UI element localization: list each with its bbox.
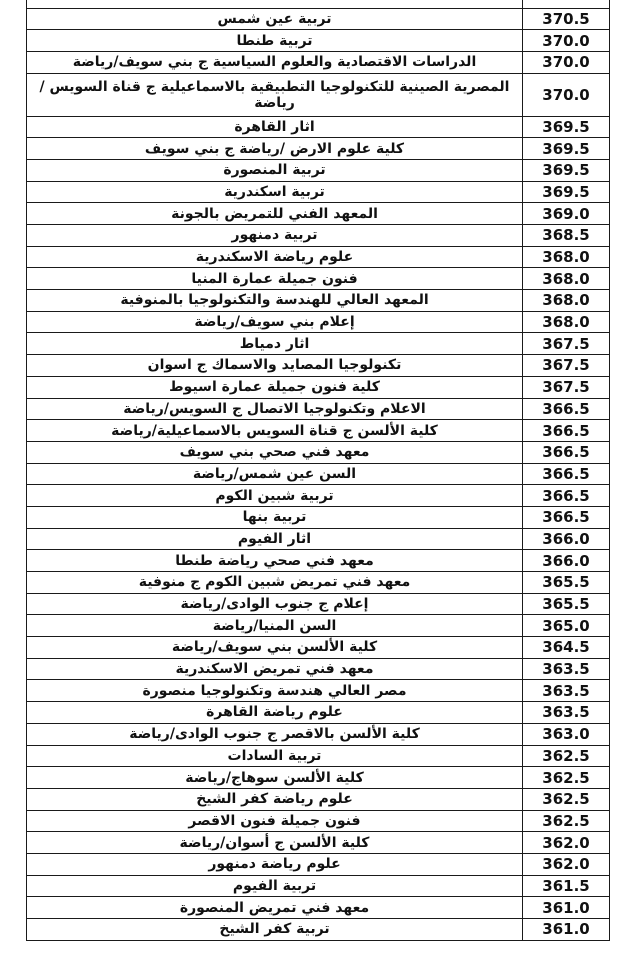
table-row (27, 398, 610, 420)
table-row (27, 311, 610, 333)
table-row (27, 875, 610, 897)
faculty-name-cell: اثار القاهرة (27, 116, 523, 138)
score-cell: 363.5 (523, 680, 610, 702)
table-row (27, 702, 610, 724)
faculty-name-cell: فنون جميلة عمارة المنيا (27, 268, 523, 290)
faculty-name-cell: علوم رياضة القاهرة (27, 702, 523, 724)
table-row (27, 441, 610, 463)
table-row (27, 51, 610, 73)
score-cell: 369.5 (523, 181, 610, 203)
faculty-name-cell: الدراسات الاقتصادية والعلوم السياسية ج بني سويف/رياضة (27, 51, 523, 73)
score-table (26, 0, 610, 941)
faculty-name-cell: كلية الألسن بني سويف/رياضة (27, 637, 523, 659)
faculty-name-cell: المعهد العالي للهندسة والتكنولوجيا بالمنوفية (27, 290, 523, 312)
faculty-name-cell: علوم رياضة الاسكندرية (27, 246, 523, 268)
table-row (27, 290, 610, 312)
faculty-name-cell: اثار دمياط (27, 333, 523, 355)
score-cell: 362.5 (523, 810, 610, 832)
table-row (27, 832, 610, 854)
score-cell: 370.5 (523, 8, 610, 30)
score-cell: 369.0 (523, 203, 610, 225)
score-cell: 367.5 (523, 355, 610, 377)
score-cell: 366.5 (523, 463, 610, 485)
score-cell: 366.5 (523, 420, 610, 442)
table-row (27, 116, 610, 138)
score-cell: 363.0 (523, 723, 610, 745)
score-cell: 361.0 (523, 897, 610, 919)
table-row (27, 333, 610, 355)
faculty-name-cell: كلية فنون جميلة عمارة اسيوط (27, 376, 523, 398)
score-cell: 369.5 (523, 159, 610, 181)
table-row (27, 376, 610, 398)
faculty-name-cell: علوم رياضة دمنهور (27, 853, 523, 875)
score-cell: 368.0 (523, 246, 610, 268)
score-cell: 370.0 (523, 73, 610, 116)
table-row (27, 30, 610, 52)
table-row (27, 658, 610, 680)
faculty-name-cell: علوم رياضة كفر الشيخ (27, 788, 523, 810)
faculty-name-cell: تربية بنها (27, 506, 523, 528)
score-cell: 361.0 (523, 919, 610, 941)
score-cell: 362.5 (523, 745, 610, 767)
faculty-name-cell: كلية علوم الارض /رياضة ج بني سويف (27, 138, 523, 160)
score-cell: 365.0 (523, 615, 610, 637)
table-row (27, 420, 610, 442)
faculty-name-cell: السن عين شمس/رياضة (27, 463, 523, 485)
faculty-name-cell: تكنولوجيا المصايد والاسماك ج اسوان (27, 355, 523, 377)
table-row (27, 138, 610, 160)
table-row (27, 637, 610, 659)
score-cell: 368.0 (523, 311, 610, 333)
faculty-name-cell: إعلام ج جنوب الوادى/رياضة (27, 593, 523, 615)
faculty-name-cell: تربية طنطا (27, 30, 523, 52)
score-cell: 362.0 (523, 832, 610, 854)
table-row (27, 181, 610, 203)
faculty-name-cell: المعهد الفني للتمريض بالجونة (27, 203, 523, 225)
faculty-name-cell: معهد فني صحي رياضة طنطا (27, 550, 523, 572)
table-row (27, 897, 610, 919)
table-row (27, 246, 610, 268)
score-cell: 366.5 (523, 506, 610, 528)
faculty-name-cell: تربية كفر الشيخ (27, 919, 523, 941)
score-cell: 367.5 (523, 376, 610, 398)
table-row (27, 767, 610, 789)
score-cell: 362.0 (523, 853, 610, 875)
table-row (27, 159, 610, 181)
table-row (27, 73, 610, 116)
faculty-name-cell (27, 0, 523, 8)
score-cell: 370.0 (523, 51, 610, 73)
score-table-body (27, 0, 610, 940)
table-row (27, 572, 610, 594)
score-cell: 366.5 (523, 398, 610, 420)
table-row (27, 506, 610, 528)
table-row (27, 463, 610, 485)
faculty-name-cell: مصر العالي هندسة وتكنولوجيا منصورة (27, 680, 523, 702)
table-row (27, 528, 610, 550)
faculty-name-cell: تربية شبين الكوم (27, 485, 523, 507)
score-cell: 370.0 (523, 30, 610, 52)
faculty-name-cell: المصرية الصينية للتكنولوجيا التطبيقية بالاسماعيلية ج قناة السويس /رياضة (27, 73, 523, 116)
table-row (27, 853, 610, 875)
faculty-name-cell: معهد فني تمريض شبين الكوم ج منوفية (27, 572, 523, 594)
score-cell: 368.5 (523, 225, 610, 247)
score-cell: 363.5 (523, 658, 610, 680)
score-cell: 366.5 (523, 485, 610, 507)
score-table-sheet (26, 0, 598, 941)
table-row (27, 680, 610, 702)
faculty-name-cell: السن المنيا/رياضة (27, 615, 523, 637)
faculty-name-cell: تربية اسكندرية (27, 181, 523, 203)
table-row-partial (27, 0, 610, 8)
table-row (27, 723, 610, 745)
score-cell: 368.0 (523, 290, 610, 312)
table-row (27, 788, 610, 810)
faculty-name-cell: كلية الألسن ج قناة السويس بالاسماعيلية/رياضة (27, 420, 523, 442)
table-row (27, 8, 610, 30)
score-cell: 366.0 (523, 550, 610, 572)
table-row (27, 225, 610, 247)
faculty-name-cell: كلية الألسن ج أسوان/رياضة (27, 832, 523, 854)
score-cell: 361.5 (523, 875, 610, 897)
faculty-name-cell: كلية الألسن سوهاج/رياضة (27, 767, 523, 789)
faculty-name-cell: تربية المنصورة (27, 159, 523, 181)
faculty-name-cell: فنون جميلة فنون الاقصر (27, 810, 523, 832)
score-cell: 369.5 (523, 138, 610, 160)
table-row (27, 203, 610, 225)
table-row (27, 485, 610, 507)
score-cell: 368.0 (523, 268, 610, 290)
table-row (27, 615, 610, 637)
score-cell: 365.5 (523, 572, 610, 594)
faculty-name-cell: إعلام بني سويف/رياضة (27, 311, 523, 333)
faculty-name-cell: معهد فني تمريض الاسكندرية (27, 658, 523, 680)
score-cell: 364.5 (523, 637, 610, 659)
faculty-name-cell: كلية الألسن بالاقصر ج جنوب الوادى/رياضة (27, 723, 523, 745)
table-row (27, 593, 610, 615)
faculty-name-cell: اثار الفيوم (27, 528, 523, 550)
faculty-name-cell: الاعلام وتكنولوجيا الاتصال ج السويس/رياضة (27, 398, 523, 420)
faculty-name-cell: تربية الفيوم (27, 875, 523, 897)
table-row (27, 745, 610, 767)
score-cell (523, 0, 610, 8)
table-row (27, 810, 610, 832)
score-cell: 363.5 (523, 702, 610, 724)
table-row (27, 268, 610, 290)
score-cell: 365.5 (523, 593, 610, 615)
faculty-name-cell: معهد فني تمريض المنصورة (27, 897, 523, 919)
faculty-name-cell: تربية عين شمس (27, 8, 523, 30)
table-row (27, 550, 610, 572)
faculty-name-cell: تربية دمنهور (27, 225, 523, 247)
faculty-name-cell: تربية السادات (27, 745, 523, 767)
table-row (27, 919, 610, 941)
score-cell: 369.5 (523, 116, 610, 138)
faculty-name-cell: معهد فني صحي بني سويف (27, 441, 523, 463)
score-cell: 362.5 (523, 767, 610, 789)
score-cell: 366.5 (523, 441, 610, 463)
table-row (27, 355, 610, 377)
score-cell: 366.0 (523, 528, 610, 550)
score-cell: 362.5 (523, 788, 610, 810)
score-cell: 367.5 (523, 333, 610, 355)
